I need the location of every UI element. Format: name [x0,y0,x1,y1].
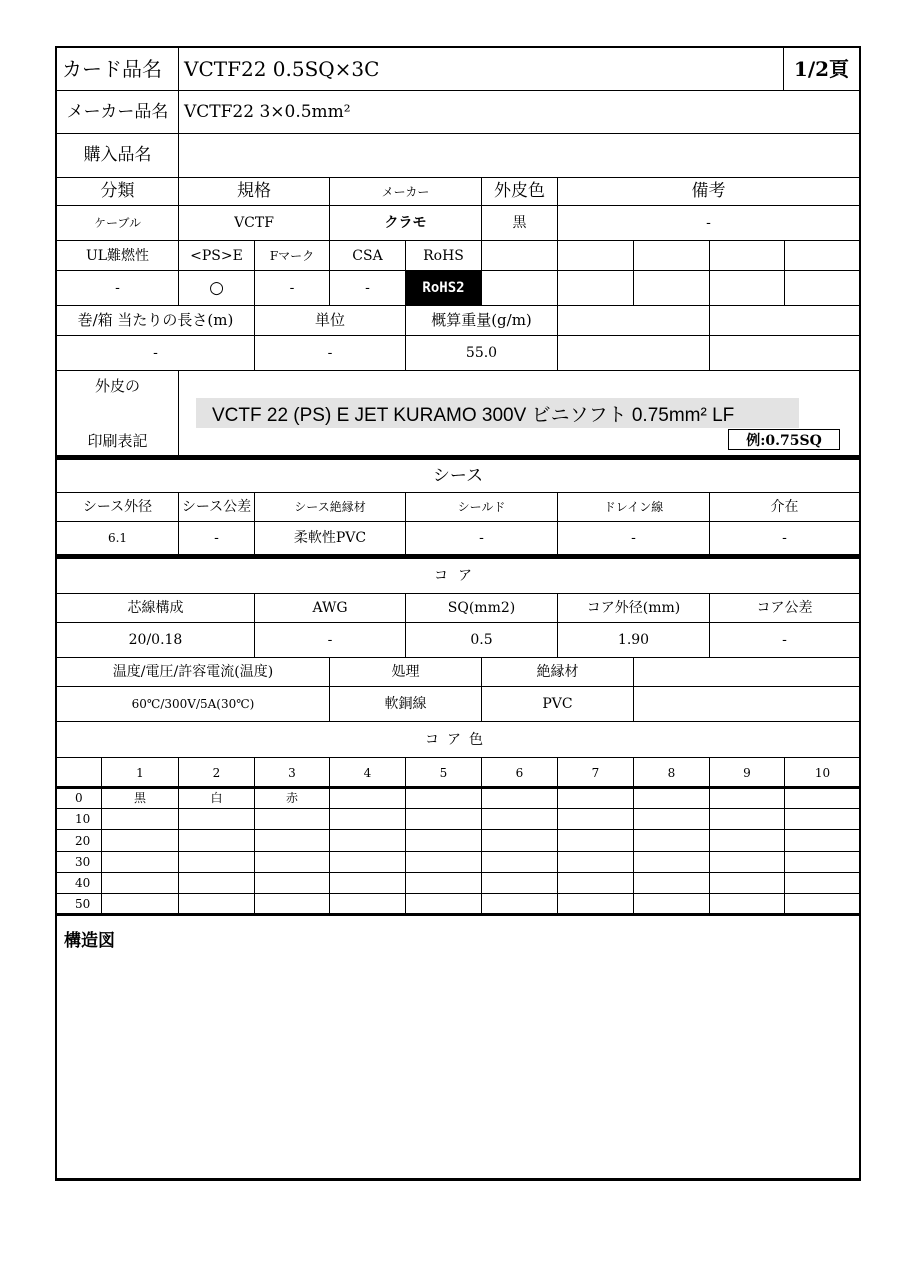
ul-header: UL難燃性 [56,240,179,271]
sheath-od-header: シース外径 [56,492,179,522]
outer-color-header: 外皮色 [481,177,558,206]
pse-header: <PS>E [178,240,255,271]
page-frame [55,46,861,1181]
drain-wire-header: ドレイン線 [557,492,710,522]
core-color-cell: 黒 [101,787,179,809]
core-tolerance-value: - [709,622,860,658]
unit-value: - [254,335,406,371]
sheath-title: シース [56,459,860,493]
card-name-value: VCTF22 0.5SQ×3C [178,47,784,91]
core-od-value: 1.90 [557,622,710,658]
core-color-cell: 赤 [254,787,330,809]
core-color-row-label: 10 [56,808,102,830]
insulation-header: 絶縁材 [481,657,634,687]
filler-header: 介在 [709,492,860,522]
print-label-top: 外皮の [94,377,140,395]
csa-header: CSA [329,240,406,271]
f-mark-value: - [254,270,330,306]
core-color-column-header: 6 [481,757,558,789]
ul-value: - [56,270,179,306]
sq-header: SQ(mm2) [405,593,558,623]
weight-header: 概算重量(g/m) [405,305,558,336]
csa-value: - [329,270,406,306]
remarks-header: 備考 [557,177,860,206]
awg-value: - [254,622,406,658]
weight-value: 55.0 [405,335,558,371]
core-color-column-header: 9 [709,757,785,789]
rating-header: 温度/電圧/許容電流(温度) [56,657,330,687]
core-color-cell: 白 [178,787,255,809]
length-value: - [56,335,255,371]
maker-name-value: VCTF22 3×0.5mm² [178,90,860,134]
class-header: 分類 [56,177,179,206]
sheath-tolerance-header: シース公差 [178,492,255,522]
rohs-header: RoHS [405,240,482,271]
maker-name-label: メーカー品名 [56,90,179,134]
core-color-row-label: 40 [56,872,102,894]
unit-header: 単位 [254,305,406,336]
filler-value: - [709,521,860,555]
core-od-header: コア外径(mm) [557,593,710,623]
awg-header: AWG [254,593,406,623]
core-color-title: コア色 [56,721,860,758]
f-mark-header: Fマーク [254,240,330,271]
core-color-column-header: 4 [329,757,406,789]
sheath-od-value: 6.1 [56,521,179,555]
conductor-header: 芯線構成 [56,593,255,623]
processing-value: 軟銅線 [329,686,482,722]
print-marking-text: VCTF 22 (PS) E JET KURAMO 300V ビニソフト 0.75mm² LF [196,398,799,428]
drain-wire-value: - [557,521,710,555]
print-label-bottom: 印刷表記 [87,432,148,450]
core-color-column-header: 8 [633,757,710,789]
outer-color-value: 黒 [481,205,558,241]
core-tolerance-header: コア公差 [709,593,860,623]
core-color-row-label: 50 [56,893,102,915]
structure-label: 構造図 [64,931,115,951]
rohs-badge: RoHS2 [405,270,482,306]
maker-value: クラモ [329,205,482,241]
insulation-value: PVC [481,686,634,722]
core-title: コア [56,558,860,594]
core-color-row-label: 30 [56,851,102,873]
processing-header: 処理 [329,657,482,687]
pse-value: ○ [178,270,255,306]
sq-value: 0.5 [405,622,558,658]
sheath-tolerance-value: - [178,521,255,555]
purchase-name-label: 購入品名 [56,133,179,178]
print-example: 例:0.75SQ [728,429,840,450]
shield-header: シールド [405,492,558,522]
maker-header: メーカー [329,177,482,206]
sheath-insulation-header: シース絶縁材 [254,492,406,522]
core-color-column-header: 10 [784,757,861,789]
remarks-value: - [557,205,860,241]
core-color-column-header: 5 [405,757,482,789]
conductor-value: 20/0.18 [56,622,255,658]
card-name-label: カード品名 [56,47,179,91]
sheath-insulation-value: 柔軟性PVC [254,521,406,555]
core-color-column-header: 1 [101,757,179,789]
core-color-row-label: 20 [56,829,102,852]
core-color-column-header: 7 [557,757,634,789]
page-number: 1/2頁 [783,47,860,91]
class-value: ケーブル [56,205,179,241]
length-header: 巻/箱 当たりの長さ(m) [56,305,255,336]
rating-value: 60℃/300V/5A(30℃) [56,686,330,722]
core-color-row-label: 0 [56,787,102,809]
standard-value: VCTF [178,205,330,241]
core-color-column-header: 2 [178,757,255,789]
standard-header: 規格 [178,177,330,206]
core-color-column-header: 3 [254,757,330,789]
shield-value: - [405,521,558,555]
